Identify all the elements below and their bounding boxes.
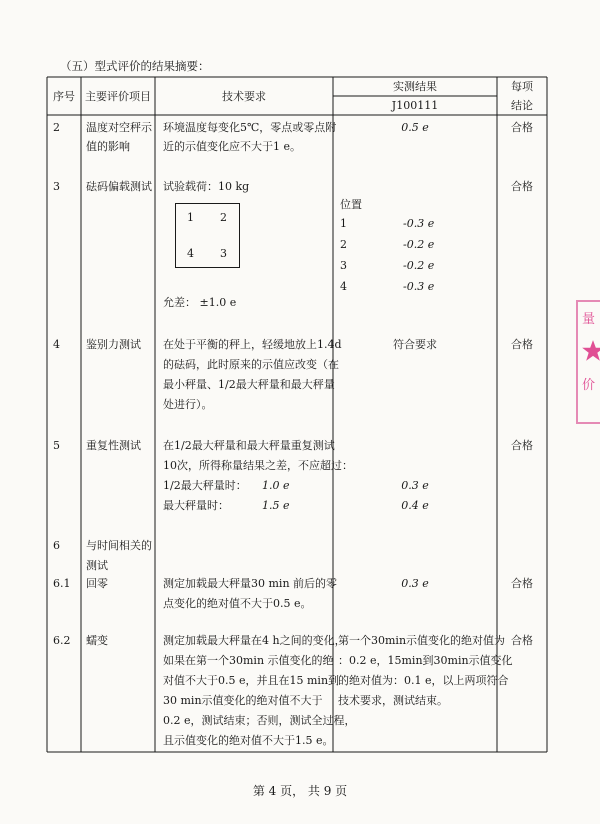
- header-no: 序号: [53, 90, 75, 103]
- row61-conclusion: 合格: [511, 577, 533, 590]
- row5-conclusion: 合格: [511, 439, 533, 452]
- seal-stamp: 量 价: [576, 300, 600, 424]
- row5-no: 5: [53, 439, 60, 452]
- header-result: 实测结果: [393, 80, 437, 93]
- row4-req: 在处于平衡的秤上，轻缓地放上1.4d: [163, 338, 342, 351]
- position-label: 4: [187, 247, 194, 260]
- position-label: 1: [187, 211, 194, 224]
- row62-req: 30 min示值变化的绝对值不大于: [163, 694, 323, 707]
- row2-result: 0.5 e: [401, 121, 429, 134]
- row2-item: 值的影响: [86, 140, 130, 153]
- row2-item: 温度对空秤示: [86, 121, 152, 134]
- row3-item: 砝码偏载测试: [86, 180, 152, 193]
- row6-item: 测试: [86, 559, 108, 572]
- row62-req: 0.2 e，测试结束；否则，测试全过程，: [163, 714, 356, 727]
- row3-conclusion: 合格: [511, 180, 533, 193]
- page-number: 第 4 页， 共 9 页: [252, 784, 348, 798]
- row2-conclusion: 合格: [511, 121, 533, 134]
- row3-value: -0.2 e: [403, 259, 435, 272]
- row62-no: 6.2: [53, 634, 71, 647]
- section-title: （五）型式评价的结果摘要：: [60, 59, 210, 73]
- row2-no: 2: [53, 121, 60, 134]
- row4-item: 鉴别力测试: [86, 338, 141, 351]
- row3-pos: 2: [340, 238, 347, 251]
- row3-value: -0.2 e: [403, 238, 435, 251]
- row62-req: 测定加载最大秤量在4 h之间的变化，: [163, 634, 346, 647]
- row2-req: 近的示值变化应不大于1 e。: [163, 140, 302, 153]
- row62-req: 如果在第一个30min 示值变化的绝: [163, 654, 334, 667]
- row5-req: 10次，所得称量结果之差，不应超过：: [163, 459, 353, 472]
- header-model: J100111: [391, 99, 439, 112]
- row4-req: 处进行）。: [163, 398, 213, 411]
- row5-result-half: 0.3 e: [401, 479, 429, 492]
- row4-req: 最小秤量、1/2最大秤量和最大秤量: [163, 378, 335, 391]
- row5-result-max: 0.4 e: [401, 499, 429, 512]
- row3-pos: 4: [340, 280, 347, 293]
- row3-no: 3: [53, 180, 60, 193]
- row4-conclusion: 合格: [511, 338, 533, 351]
- star-icon: [580, 338, 600, 364]
- row5-half-label: 1/2最大秤量时：: [163, 479, 247, 492]
- row4-no: 4: [53, 338, 60, 351]
- position-label: 3: [220, 247, 227, 260]
- row62-req: 且示值变化的绝对值不大于1.5 e。: [163, 734, 334, 747]
- row5-half-value: 1.0 e: [262, 479, 290, 492]
- row62-result: 技术要求，测试结束。: [338, 694, 448, 707]
- row3-value: -0.3 e: [403, 280, 435, 293]
- row62-req: 对值不大于0.5 e，并且在15 min到: [163, 674, 340, 687]
- row62-result: ：0.2 e，15min到30min示值变化: [338, 654, 513, 667]
- row62-result: 第一个30min示值变化的绝对值为: [338, 634, 506, 647]
- position-label: 2: [220, 211, 227, 224]
- row3-value: -0.3 e: [403, 217, 435, 230]
- row62-item: 蠕变: [86, 634, 108, 647]
- header-conclusion-2: 结论: [511, 99, 533, 112]
- row6-no: 6: [53, 539, 60, 552]
- row61-no: 6.1: [53, 577, 71, 590]
- row62-conclusion: 合格: [511, 634, 533, 647]
- row5-max-label: 最大秤量时：: [163, 499, 229, 512]
- row5-item: 重复性测试: [86, 439, 141, 452]
- row3-pos: 1: [340, 217, 347, 230]
- row62-result: 的绝对值为：0.1 e，以上两项符合: [338, 674, 509, 687]
- row3-req: 试验载荷：10 kg: [163, 180, 250, 193]
- row61-result: 0.3 e: [401, 577, 429, 590]
- row3-pos: 3: [340, 259, 347, 272]
- header-requirement: 技术要求: [222, 90, 266, 103]
- row6-item: 与时间相关的: [86, 539, 152, 552]
- row3-tolerance: 允差： ±1.0 e: [163, 296, 237, 309]
- row5-max-value: 1.5 e: [262, 499, 290, 512]
- row5-req: 在1/2最大秤量和最大秤量重复测试: [163, 439, 335, 452]
- row61-req: 测定加载最大秤量30 min 前后的零: [163, 577, 338, 590]
- row4-result: 符合要求: [393, 338, 437, 351]
- row4-req: 的砝码，此时原来的示值应改变（在: [163, 358, 339, 371]
- load-position-diagram: [175, 203, 240, 268]
- row3-position-label: 位置: [340, 198, 362, 211]
- header-item: 主要评价项目: [85, 90, 151, 103]
- row2-req: 环境温度每变化5℃，零点或零点附: [163, 121, 337, 134]
- header-conclusion-1: 每项: [511, 80, 533, 93]
- row61-req: 点变化的绝对值不大于0.5 e。: [163, 597, 312, 610]
- row61-item: 回零: [86, 577, 108, 590]
